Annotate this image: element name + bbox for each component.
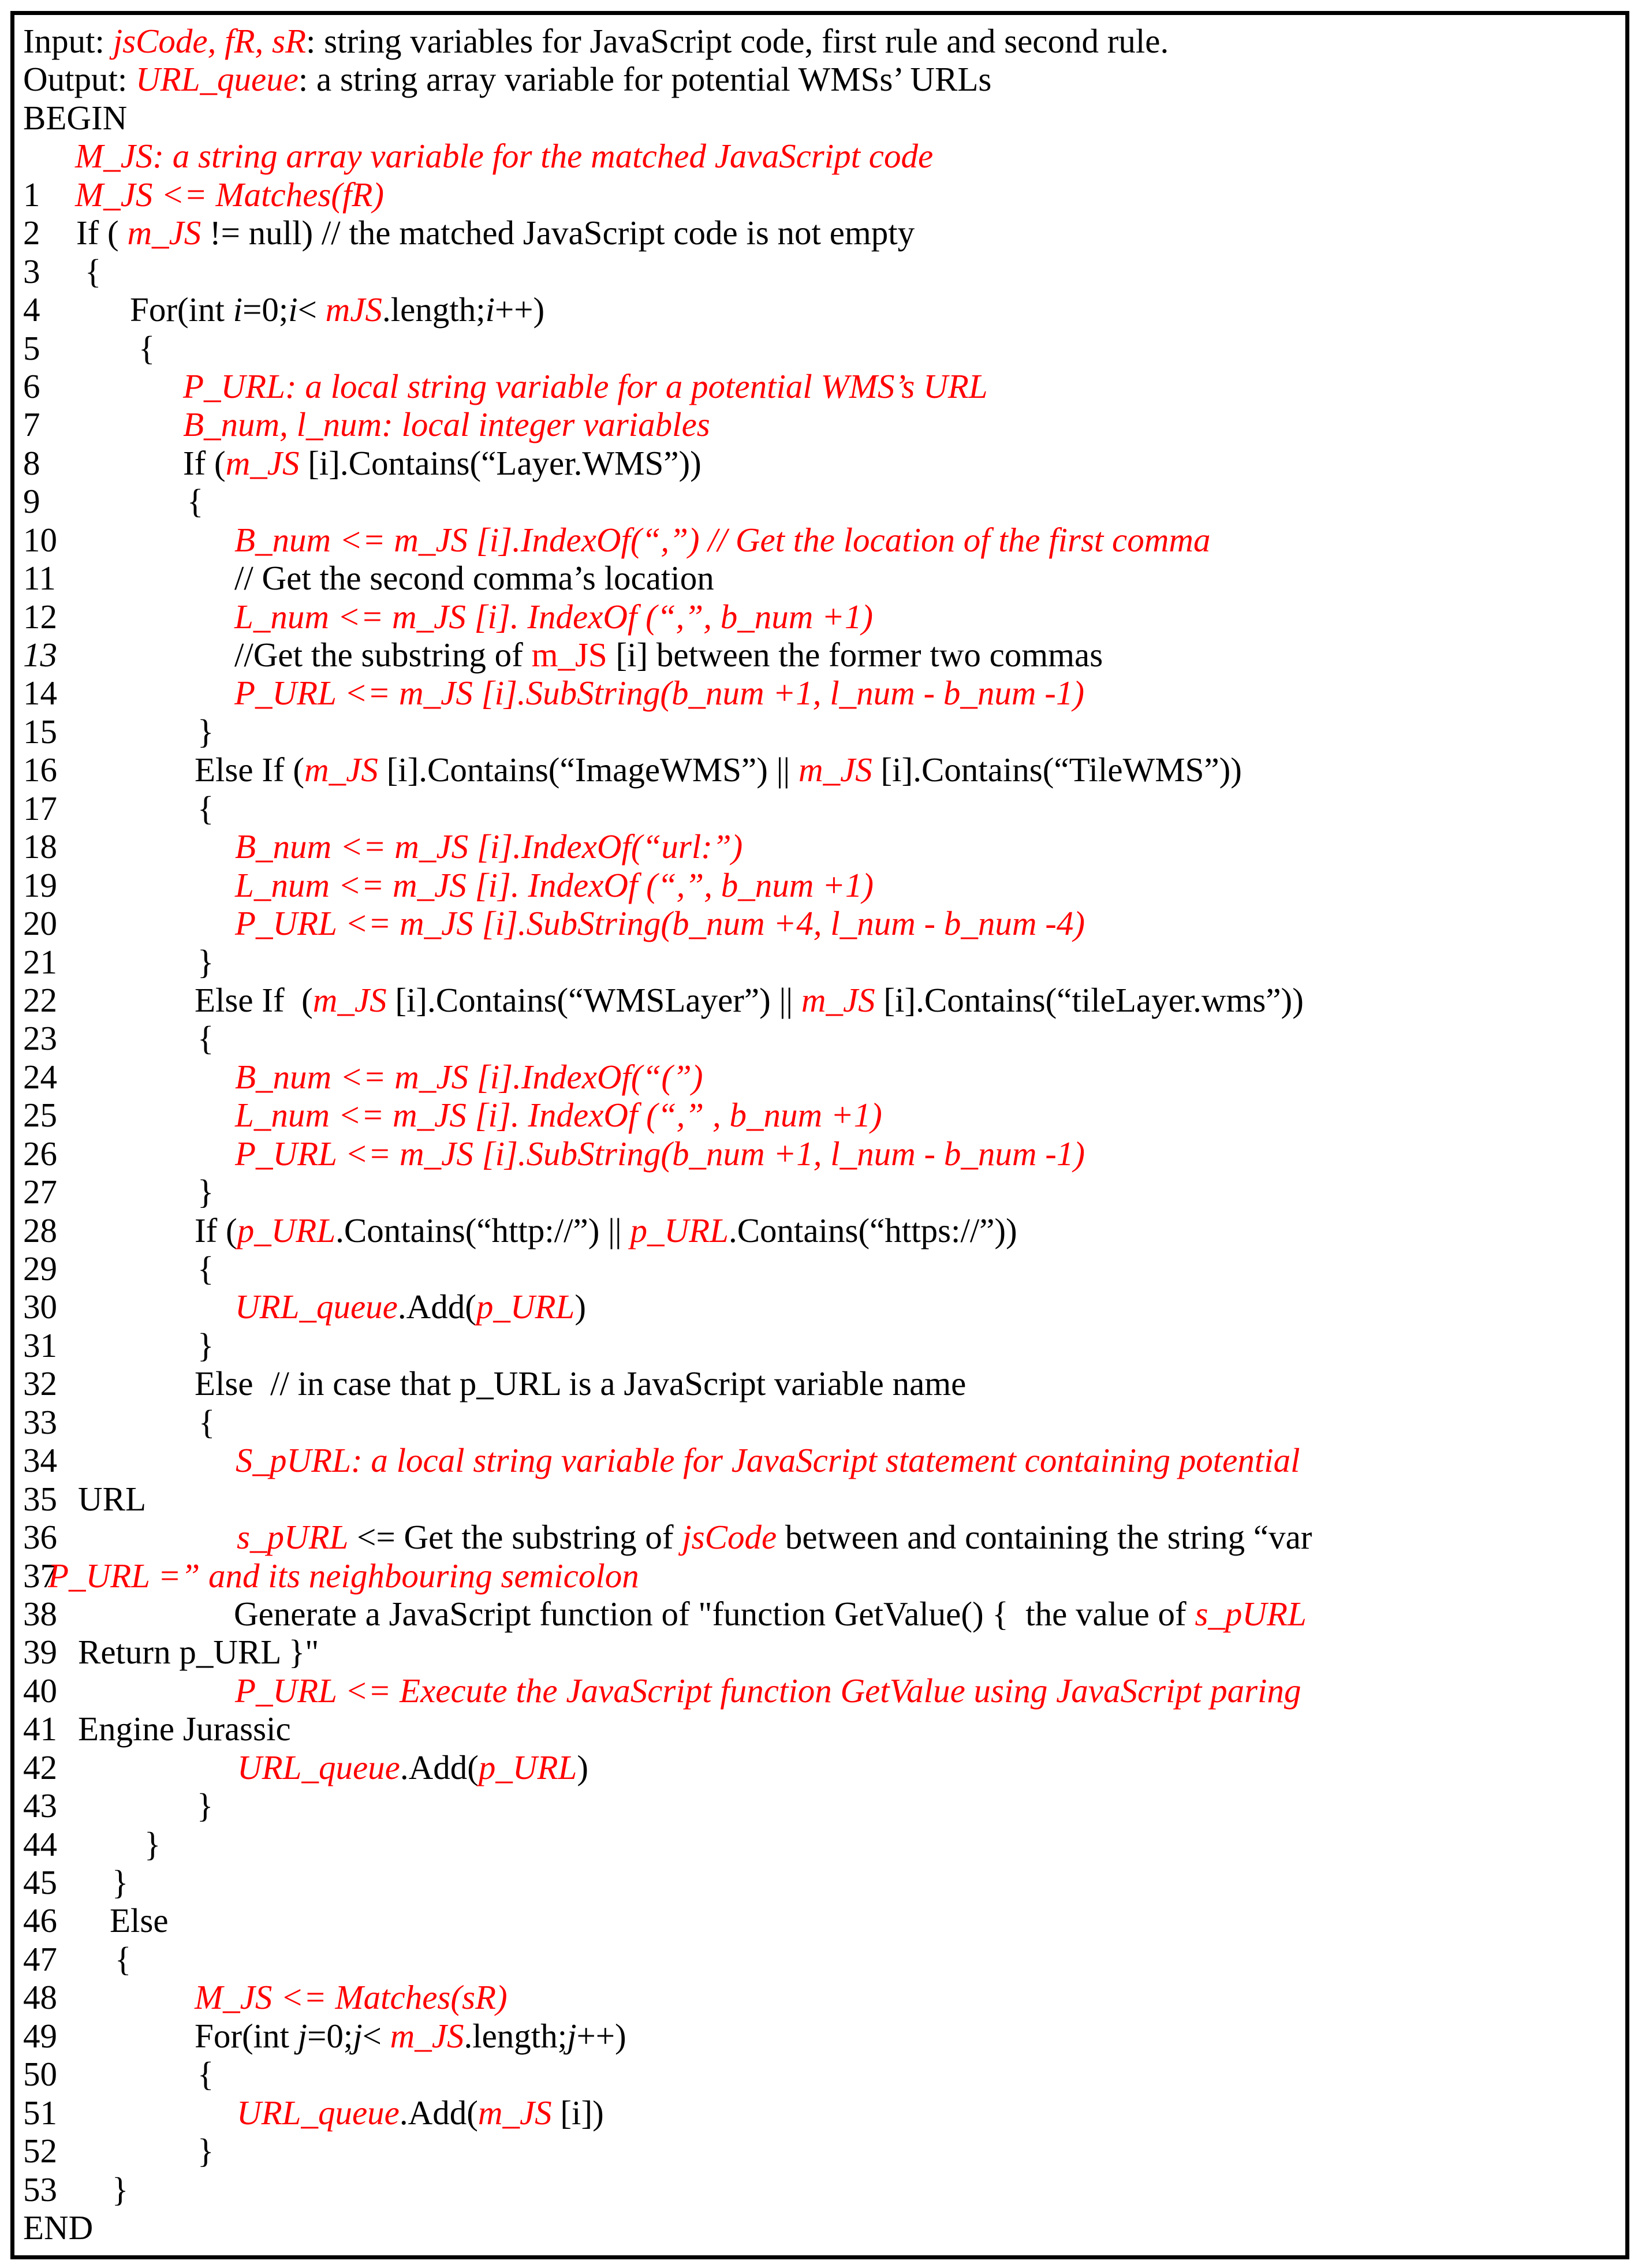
highlighted-token: p_URL [630,1211,729,1249]
code-text: .Add( [400,1748,479,1786]
code-text: { [197,1019,214,1057]
highlighted-token: p_URL [478,1748,577,1786]
line-content [197,1019,214,1057]
code-text: i [288,290,298,329]
line-number: 52 [23,2132,57,2170]
line-number: 17 [23,789,57,827]
line-number: 43 [23,1786,57,1825]
line-content [195,1978,508,2016]
line-content [237,1748,588,1786]
code-text: < [362,2017,390,2055]
highlighted-token: B_num, l_num: local integer variables [183,405,710,443]
line-content [235,866,874,904]
code-text: URL [78,1480,146,1518]
line-content [112,2170,128,2209]
line-number: 50 [23,2055,57,2093]
highlighted-token: p_URL [237,1211,336,1249]
line-content [235,1672,1301,1710]
highlighted-token: B_num <= m_JS [i].IndexOf(“,”) // Get the location of the first comma [234,521,1211,559]
line-content [144,1825,161,1863]
line-number: 36 [23,1518,57,1556]
code-text: } [112,1863,129,1901]
code-text: < [297,290,326,329]
line-number: 39 [23,1633,57,1671]
code-text: Else If ( [195,751,305,789]
code-text: .Contains(“http://”) || [335,1211,630,1249]
code-text: [i].Contains(“TileWMS”)) [872,751,1242,789]
code-text: { [85,252,102,290]
line-number: 42 [23,1748,57,1786]
code-text: { [197,1249,214,1288]
line-number: 35 [23,1480,57,1518]
highlighted-token: URL_queue [136,60,299,98]
line-content [197,1249,214,1288]
line-number: 48 [23,1978,57,2016]
code-text: { [197,789,214,827]
line-content [199,1403,215,1441]
code-text: [i].Contains(“Layer.WMS”)) [299,444,702,482]
line-number: 4 [23,290,40,329]
line-content [197,2132,214,2170]
line-number: 23 [23,1019,57,1057]
line-number: 26 [23,1135,57,1173]
line-number: 53 [23,2170,57,2209]
code-text: { [139,329,155,367]
line-number: 30 [23,1288,57,1326]
line-number: 41 [23,1710,57,1748]
line-content [23,99,127,137]
line-number: 44 [23,1825,57,1863]
line-content [235,827,742,866]
line-content [195,2017,626,2055]
line-number: 12 [23,598,57,636]
code-text: .Add( [399,2094,478,2132]
line-number: 29 [23,1249,57,1288]
highlighted-token: m_JS [312,981,387,1019]
line-number: 27 [23,1173,57,1211]
code-text: =0; [242,290,289,329]
code-text: != null) // the matched JavaScript code is not empty [201,214,915,252]
line-content [76,214,915,252]
line-number: 31 [23,1326,57,1364]
code-text: For(int [130,290,233,329]
line-number: 51 [23,2094,57,2132]
highlighted-token: P_URL <= m_JS [i].SubString(b_num +4, l_num - b_num -4) [235,904,1085,942]
highlighted-token: m_JS [531,636,607,674]
code-text: [i]) [551,2094,604,2132]
code-text: Else If ( [195,981,313,1019]
line-number: 14 [23,674,57,712]
code-text: .Add( [397,1288,476,1326]
line-content [187,482,203,520]
highlighted-token: L_num <= m_JS [i]. IndexOf (“,” , b_num +1) [235,1096,882,1134]
line-content [197,1786,213,1825]
code-text: //Get the substring of [234,636,532,674]
highlighted-token: URL_queue [237,2094,400,2132]
line-number: 25 [23,1096,57,1134]
code-text: Return p_URL }" [78,1633,319,1671]
line-number: 15 [23,713,57,751]
line-content [195,1211,1017,1249]
line-content [235,1058,703,1096]
highlighted-token: jsCode [682,1518,777,1556]
highlighted-token: P_URL <= m_JS [i].SubString(b_num +1, l_num - b_num -1) [234,674,1085,712]
code-text: j [297,2017,308,2055]
code-text: If ( [76,214,128,252]
code-text: i [485,290,495,329]
code-text: Else [110,1901,169,1939]
highlighted-token: B_num <= m_JS [i].IndexOf(“url:”) [235,827,743,866]
highlighted-token: S_pURL: a local string variable for JavaScript statement containing potential [236,1441,1300,1479]
line-number: 8 [23,444,40,482]
line-number: 5 [23,329,40,367]
line-number: 19 [23,866,57,904]
highlighted-token: M_JS <= Matches(sR) [195,1978,508,2016]
line-content [112,1863,128,1901]
line-content [235,1096,882,1134]
highlighted-token: s_pURL [237,1518,349,1556]
code-text: } [197,943,214,981]
code-text: } [112,2170,129,2209]
code-text: [i].Contains(“ImageWMS”) || [378,751,799,789]
line-number: 49 [23,2017,57,2055]
code-text: ) [574,1288,586,1326]
highlighted-token: p_URL [476,1288,575,1326]
line-content [197,713,214,751]
line-number: 28 [23,1211,57,1249]
line-content [235,1288,586,1326]
highlighted-token: m_JS [304,751,378,789]
code-text: { [115,1940,132,1978]
line-content [115,1940,131,1978]
highlighted-token: m_JS [127,214,202,252]
code-text: } [197,1786,214,1825]
code-text: If ( [195,1211,237,1249]
highlighted-token: m_JS [225,444,300,482]
line-number: 7 [23,405,40,443]
line-content [23,22,1169,60]
code-text: For(int [195,2017,298,2055]
highlighted-token: jsCode, fR, sR [113,22,307,60]
line-content [236,1441,1300,1479]
line-number: 20 [23,904,57,942]
highlighted-token: M_JS: a string array variable for the matched JavaScript code [75,137,934,175]
line-number: 33 [23,1403,57,1441]
line-number: 16 [23,751,57,789]
highlighted-token: L_num <= m_JS [i]. IndexOf (“,”, b_num +1) [235,866,874,904]
code-text: =0; [307,2017,353,2055]
line-number: 46 [23,1901,57,1939]
line-number: 3 [23,252,40,290]
code-text: j [353,2017,363,2055]
line-content [139,329,155,367]
code-text: : string variables for JavaScript code, first rule and second rule. [306,22,1169,60]
line-content [110,1901,169,1939]
line-content [195,751,1242,789]
code-text: ++) [576,2017,626,2055]
highlighted-token: URL_queue [237,1748,400,1786]
line-number: 9 [23,482,40,520]
code-text: .length; [464,2017,568,2055]
line-number: 11 [23,559,56,597]
code-text: } [197,713,214,751]
line-number: 47 [23,1940,57,1978]
line-content [78,1480,146,1518]
line-content [197,2055,214,2093]
line-content [75,137,933,175]
highlighted-token: P_URL =” and its neighbouring semicolon [48,1557,639,1595]
code-text: } [197,2132,214,2170]
line-content [197,1173,214,1211]
code-text: [i].Contains(“WMSLayer”) || [386,981,801,1019]
line-number: 40 [23,1672,57,1710]
line-content [235,904,1085,942]
line-content [237,2094,604,2132]
highlighted-token: mJS [325,290,382,329]
line-number: 1 [23,176,40,214]
code-text: { [187,482,204,520]
code-text: } [197,1326,214,1364]
line-content [183,367,988,405]
code-text: ++) [495,290,545,329]
code-text: [i].Contains(“tileLayer.wms”)) [875,981,1304,1019]
line-content [234,636,1103,674]
line-number: 24 [23,1058,57,1096]
code-text: : a string array variable for potential WMSs’ URLs [298,60,992,98]
code-text: between and containing the string “var [777,1518,1312,1556]
line-number: 38 [23,1595,57,1633]
line-content [197,1326,214,1364]
line-content [195,1364,966,1402]
line-content [234,521,1210,559]
code-text: .Contains(“https://”)) [728,1211,1017,1249]
line-content [183,444,702,482]
line-number: 13 [23,636,57,674]
code-text: Else // in case that p_URL is a JavaScript variable name [195,1364,967,1402]
highlighted-token: m_JS [798,751,872,789]
highlighted-token: L_num <= m_JS [i]. IndexOf (“,”, b_num +1) [234,598,874,636]
code-text: } [197,1173,214,1211]
line-content [234,1595,1307,1633]
code-text: .length; [382,290,486,329]
line-number: 10 [23,521,57,559]
code-text: { [199,1403,215,1441]
line-number: 6 [23,367,40,405]
code-text: // Get the second comma’s location [234,559,714,597]
highlighted-token: m_JS [390,2017,464,2055]
line-content [48,1557,639,1595]
code-text: Output: [23,60,136,98]
line-number: 22 [23,981,57,1019]
code-text: Generate a JavaScript function of "function GetValue() { the value of [234,1595,1195,1633]
code-text: ) [577,1748,588,1786]
highlighted-token: m_JS [477,2094,552,2132]
line-content [195,981,1304,1019]
line-content [23,60,991,98]
code-text: } [144,1825,161,1863]
line-content [78,1633,319,1671]
code-text: j [567,2017,577,2055]
highlighted-token: B_num <= m_JS [i].IndexOf(“(”) [235,1058,703,1096]
line-content [237,1518,1312,1556]
highlighted-token: P_URL <= Execute the JavaScript function GetValue using JavaScript paring [235,1672,1301,1710]
line-number: 37 [23,1557,57,1595]
line-content [85,252,101,290]
highlighted-token: s_pURL [1195,1595,1307,1633]
code-text: { [197,2055,214,2093]
code-text: [i] between the former two commas [607,636,1103,674]
code-text: <= Get the substring of [348,1518,682,1556]
line-content [197,943,214,981]
line-content [234,598,873,636]
line-content [130,290,544,329]
code-text: Engine Jurassic [78,1710,291,1748]
line-content [183,405,710,443]
line-number: 32 [23,1364,57,1402]
line-content [23,2209,93,2247]
highlighted-token: m_JS [801,981,875,1019]
highlighted-token: URL_queue [235,1288,398,1326]
line-number: 2 [23,214,40,252]
highlighted-token: P_URL <= m_JS [i].SubString(b_num +1, l_num - b_num -1) [235,1135,1085,1173]
line-content [75,176,384,214]
line-content [197,789,214,827]
line-content [78,1710,291,1748]
line-number: 45 [23,1863,57,1901]
highlighted-token: P_URL: a local string variable for a potential WMS’s URL [183,367,988,405]
line-number: 21 [23,943,57,981]
highlighted-token: M_JS <= Matches(fR) [75,176,385,214]
line-number: 34 [23,1441,57,1479]
code-text: Input: [23,22,113,60]
code-text: BEGIN [23,99,128,137]
code-text: END [23,2209,94,2247]
line-content [235,1135,1085,1173]
line-content [234,674,1084,712]
line-content [234,559,714,597]
line-number: 18 [23,827,57,866]
code-text: If ( [183,444,226,482]
code-text: i [233,290,243,329]
